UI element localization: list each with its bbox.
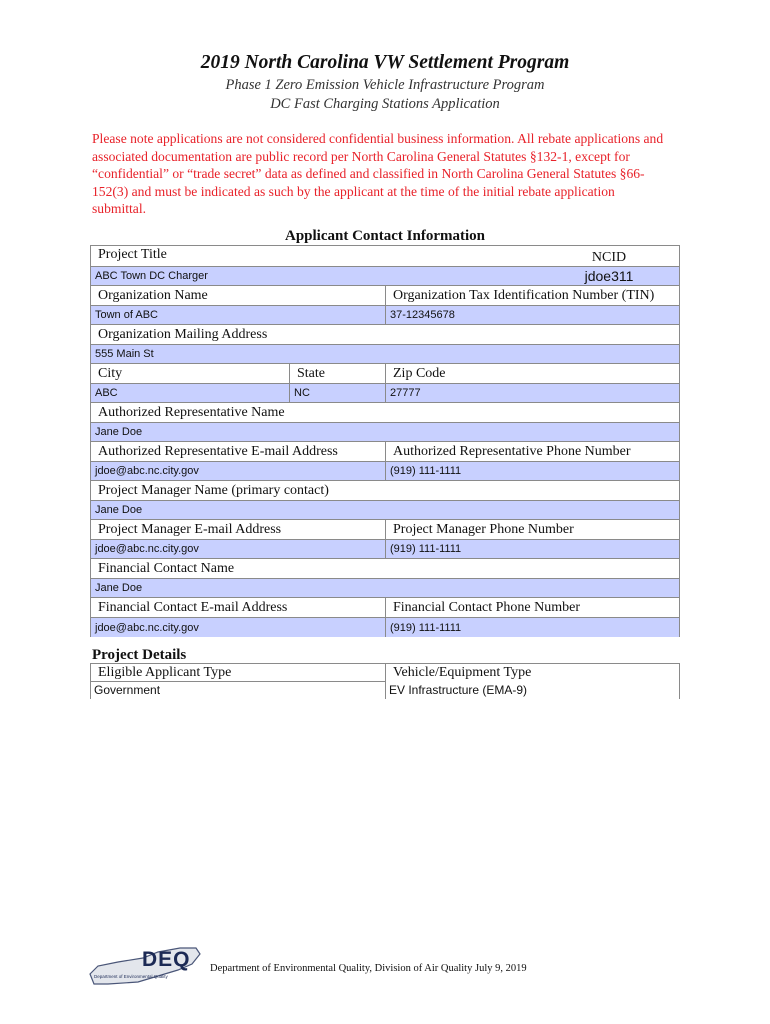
fin-name-label: Financial Contact Name: [98, 560, 235, 576]
project-details-heading: Project Details: [92, 647, 187, 663]
fin-name-field[interactable]: Jane Doe: [95, 582, 143, 594]
zip-field[interactable]: 27777: [385, 384, 421, 402]
pm-email-label: Project Manager E-mail Address: [98, 521, 282, 537]
value-row: [91, 267, 679, 286]
value-row: [91, 462, 679, 481]
ncid-label: NCID: [591, 250, 627, 265]
zip-label: Zip Code: [385, 364, 446, 383]
pm-name-label: Project Manager Name (primary contact): [98, 482, 329, 498]
vehicle-type-label: Vehicle/Equipment Type: [393, 665, 532, 680]
mailing-address-label: Organization Mailing Address: [98, 326, 268, 342]
label-row: [91, 481, 679, 501]
auth-rep-name-label: Authorized Representative Name: [98, 404, 285, 420]
fin-phone-field[interactable]: (919) 111-1111: [385, 618, 461, 637]
value-row: [91, 618, 679, 637]
label-row: [91, 364, 679, 384]
auth-rep-phone-label: Authorized Representative Phone Number: [385, 442, 631, 461]
org-name-field[interactable]: Town of ABC: [95, 309, 158, 321]
city-field[interactable]: ABC: [95, 387, 118, 399]
notice-line: 152(3) and must be indicated as such by the applicant at the time of the initial rebate application: [92, 183, 615, 199]
pm-name-field[interactable]: Jane Doe: [95, 504, 143, 516]
label-row: [91, 520, 679, 540]
vehicle-type-field[interactable]: EV Infrastructure (EMA-9): [389, 683, 528, 697]
document-subtitle-application: DC Fast Charging Stations Application: [270, 96, 500, 112]
pm-phone-label: Project Manager Phone Number: [385, 520, 574, 539]
value-row: [91, 345, 679, 364]
confidentiality-notice: [92, 130, 682, 218]
notice-line: associated documentation are public record per North Carolina General Statutes §132-1, except for: [92, 148, 630, 164]
tin-label: Organization Tax Identification Number (TIN): [385, 286, 654, 305]
applicant-type-field[interactable]: Government: [94, 683, 161, 697]
auth-rep-phone-field[interactable]: (919) 111-1111: [385, 462, 461, 480]
deq-logo-subtext: Department of Environmental Quality: [94, 974, 168, 979]
notice-line: submittal.: [92, 201, 146, 217]
label-row: [91, 246, 679, 267]
pm-phone-field[interactable]: (919) 111-1111: [385, 540, 461, 558]
applicant-type-label: Eligible Applicant Type: [91, 664, 385, 682]
state-field[interactable]: NC: [289, 384, 310, 402]
mailing-address-field[interactable]: 555 Main St: [95, 348, 154, 360]
fin-email-label: Financial Contact E-mail Address: [98, 599, 288, 615]
applicant-contact-table: [90, 245, 680, 637]
notice-line: “confidential” or “trade secret” data as defined and classified in North Carolina General Statutes §66-: [92, 166, 645, 182]
applicant-contact-heading: Applicant Contact Information: [284, 228, 485, 244]
tin-field[interactable]: 37-12345678: [385, 306, 455, 324]
deq-logo-text: DEQ: [142, 948, 191, 971]
project-title-field[interactable]: ABC Town DC Charger: [95, 270, 208, 282]
city-label: City: [98, 365, 123, 381]
value-row: [91, 579, 679, 598]
auth-rep-email-label: Authorized Representative E-mail Address: [98, 443, 338, 459]
label-row: [91, 442, 679, 462]
auth-rep-name-field[interactable]: Jane Doe: [95, 426, 143, 438]
footer-text: Department of Environmental Quality, Division of Air Quality July 9, 2019: [210, 963, 527, 974]
value-row: [91, 501, 679, 520]
fin-phone-label: Financial Contact Phone Number: [385, 598, 580, 617]
value-row: [91, 540, 679, 559]
fin-email-field[interactable]: jdoe@abc.nc.city.gov: [95, 621, 199, 634]
vehicle-type-cell: [385, 664, 679, 699]
value-row: [91, 423, 679, 442]
label-row: [91, 403, 679, 423]
pm-email-field[interactable]: jdoe@abc.nc.city.gov: [95, 543, 199, 555]
org-name-label: Organization Name: [98, 287, 208, 303]
value-row: [91, 306, 679, 325]
state-label: State: [289, 364, 325, 383]
label-row: [91, 598, 679, 618]
label-row: [91, 325, 679, 345]
auth-rep-email-field[interactable]: jdoe@abc.nc.city.gov: [95, 465, 199, 477]
label-row: [91, 559, 679, 579]
document-title: 2019 North Carolina VW Settlement Program: [200, 52, 570, 73]
ncid-field[interactable]: jdoe311: [539, 267, 679, 285]
notice-line: Please note applications are not considered confidential business information. All rebate applications and: [92, 131, 664, 146]
project-title-label: Project Title: [98, 247, 167, 262]
label-row: [91, 286, 679, 306]
document-subtitle-program: Phase 1 Zero Emission Vehicle Infrastructure Program: [225, 77, 545, 93]
deq-logo: [88, 944, 203, 988]
project-details-table: [90, 663, 680, 699]
value-row: [91, 384, 679, 403]
